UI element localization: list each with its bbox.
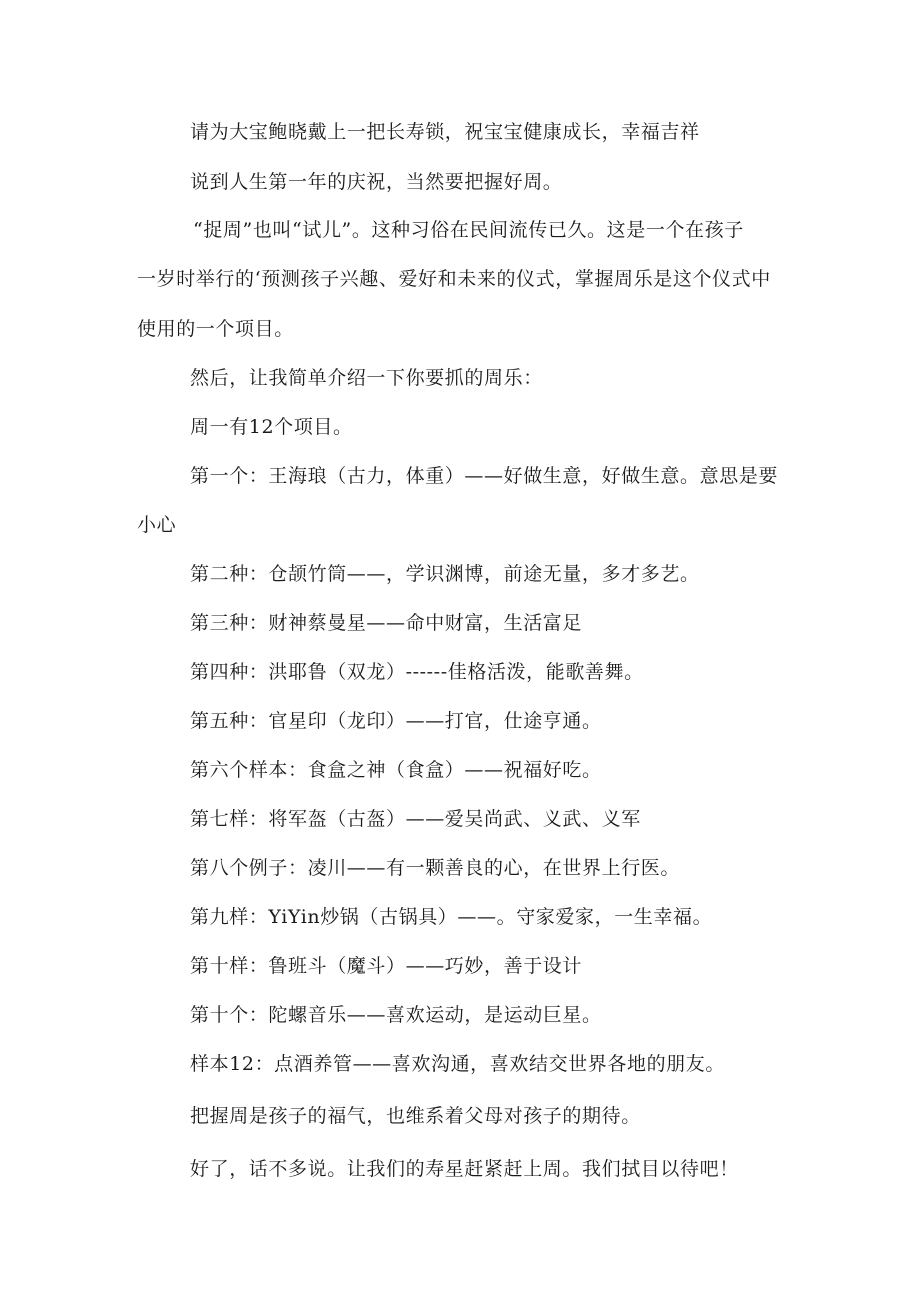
list-item-9: 第九样：YiYin炒锅（古锅具）——。守家爱家，一生幸福。 xyxy=(190,906,713,928)
list-item-3: 第三种：财神蔡曼星——命中财富，生活富足 xyxy=(190,612,583,634)
list-item-1-line-2: 小心 xyxy=(137,514,177,536)
list-item-5: 第五种：官星印（龙印）——打官，仕途亨通。 xyxy=(190,710,602,732)
paragraph-blessing: 请为大宝鲍晓戴上一把长寿锁，祝宝宝健康成长，幸福吉祥 xyxy=(190,121,700,143)
paragraph-blessing-closing: 把握周是孩子的福气，也维系着父母对孩子的期待。 xyxy=(190,1105,641,1127)
paragraph-zhuazhou-line-2: 一岁时举行的‘预测孩子兴趣、爱好和未来的仪式，掌握周乐是这个仪式中 xyxy=(137,268,771,290)
paragraph-zhuazhou-line-1: “捉周”也叫“试儿”。这种习俗在民间流传已久。这是一个在孩子 xyxy=(193,219,744,241)
list-item-7: 第七样：将军盔（古盔）——爱吴尚武、义武、义军 xyxy=(190,808,641,830)
paragraph-ending: 好了，话不多说。让我们的寿星赶紧赶上周。我们拭目以待吧！ xyxy=(190,1158,739,1180)
paragraph-first-year: 说到人生第一年的庆祝，当然要把握好周。 xyxy=(190,171,563,193)
list-item-2: 第二种：仓颉竹筒——，学识渊博，前途无量，多才多艺。 xyxy=(190,563,700,585)
paragraph-item-count: 周一有12个项目。 xyxy=(190,416,353,438)
paragraph-zhuazhou-line-3: 使用的一个项目。 xyxy=(137,318,294,340)
list-item-12: 样本12：点酒养管——喜欢沟通，喜欢结交世界各地的朋友。 xyxy=(190,1053,725,1075)
list-item-1-line-1: 第一个：王海琅（古力，体重）——好做生意，好做生意。意思是要 xyxy=(190,465,779,487)
list-item-6: 第六个样本：食盒之神（食盒）——祝福好吃。 xyxy=(190,759,602,781)
list-item-11: 第十个：陀螺音乐——喜欢运动，是运动巨星。 xyxy=(190,1004,602,1026)
list-item-8: 第八个例子：凌川——有一颗善良的心，在世界上行医。 xyxy=(190,857,681,879)
list-item-10: 第十样：鲁班斗（魔斗）——巧妙，善于设计 xyxy=(190,955,583,977)
paragraph-intro: 然后，让我简单介绍一下你要抓的周乐： xyxy=(190,367,543,389)
list-item-4: 第四种：洪耶鲁（双龙）------佳格活泼，能歌善舞。 xyxy=(190,661,644,683)
